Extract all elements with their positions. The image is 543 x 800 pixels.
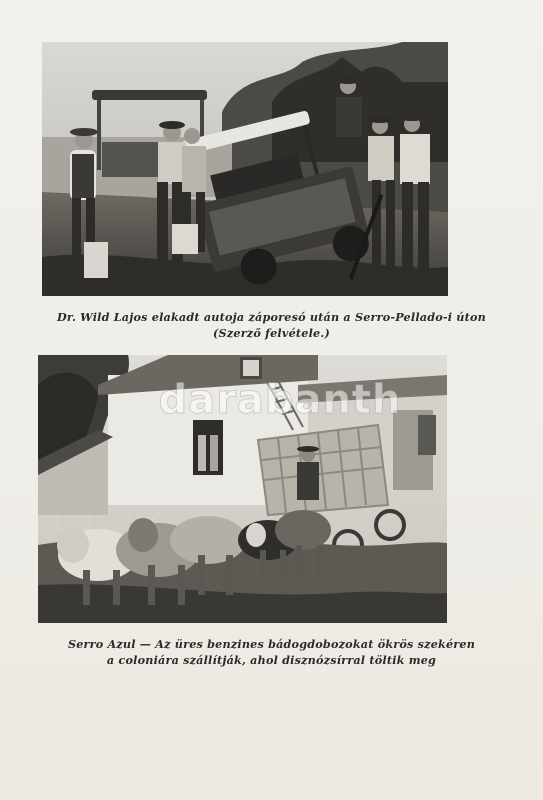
photo-stuck-car-image [42,42,448,296]
photo-stuck-car [42,42,448,296]
caption-2-line-2: a coloniára szállítják, ahol disznózsírral töltik meg [106,653,437,667]
photo-caption-1 [20,309,523,341]
photo-ox-cart [38,355,447,623]
caption-2-line-1: Serro Azul — Az üres benzines bádogdobozokat ökrös szekéren [67,637,476,651]
photo-ox-cart-image [38,355,447,623]
caption-1-line-2: (Szerző felvétele.) [213,326,330,340]
photo-caption-2 [20,636,523,668]
watermark-text: darabanth [158,377,402,423]
caption-1-line-1: Dr. Wild Lajos elakadt autoja záporesó után a Serro-Pellado-i úton [57,310,486,324]
